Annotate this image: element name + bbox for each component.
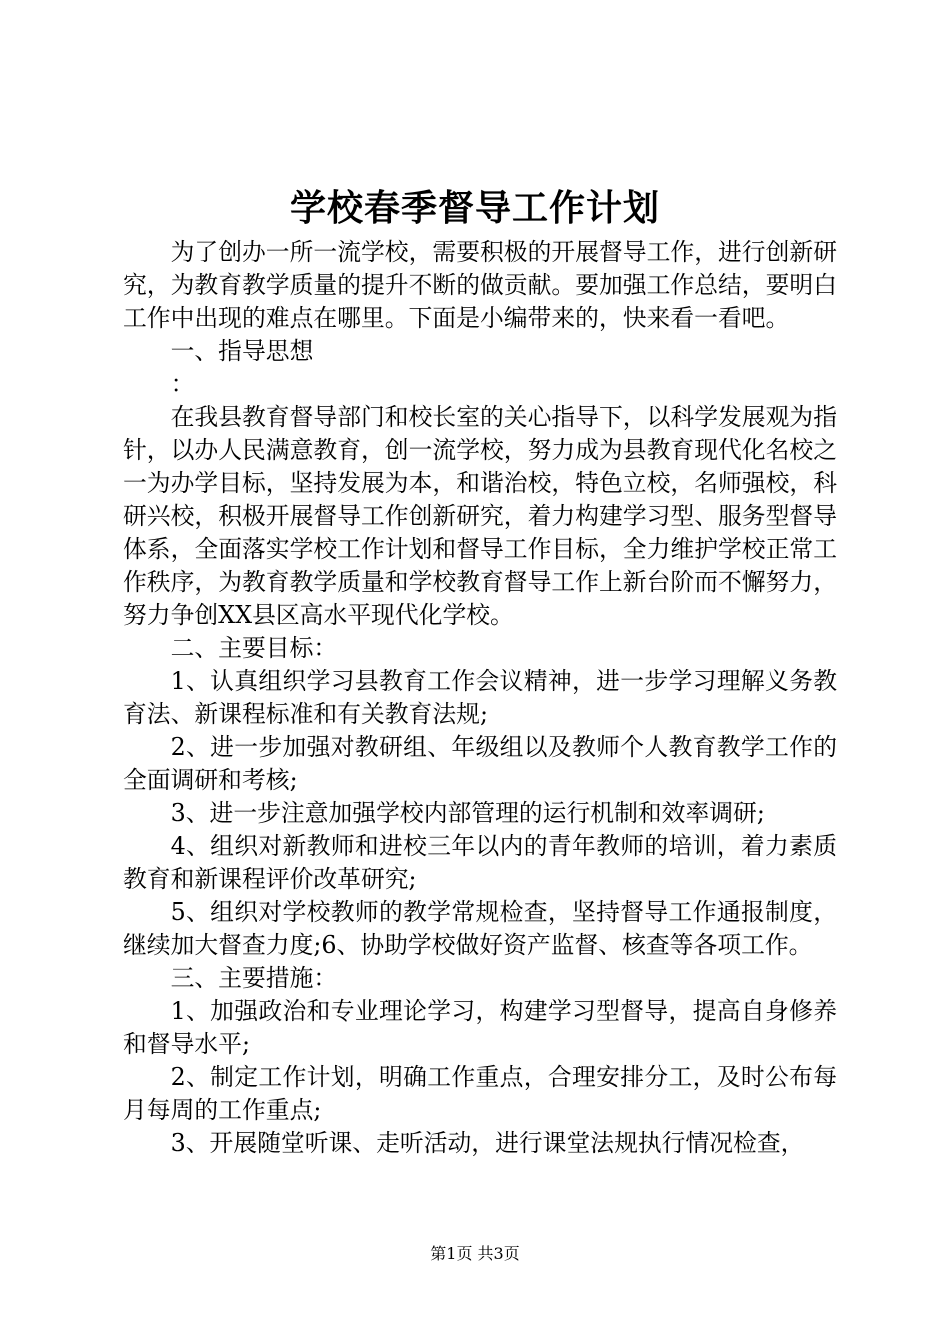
measure-item-3: 3、开展随堂听课、走听活动，进行课堂法规执行情况检查，: [170, 1129, 805, 1157]
colon-line: ：: [170, 370, 195, 398]
measure-item-1: 1、加强政治和专业理论学习，构建学习型督导，提高自身修养和督导水平;: [123, 997, 837, 1058]
page-footer: 第1页 共3页: [430, 1244, 520, 1263]
goal-item-5-6: 5、组织对学校教师的教学常规检查，坚持督导工作通报制度，继续加大督查力度;6、协助学校做好资产监督、核查等各项工作。: [123, 898, 837, 959]
section-heading-main-measures: 三、主要措施：: [170, 964, 338, 992]
document-title: 学校春季督导工作计划: [289, 187, 660, 229]
goal-item-2: 2、进一步加强对教研组、年级组以及教师个人教育教学工作的全面调研和考核;: [123, 733, 837, 794]
goal-item-1: 1、认真组织学习县教育工作会议精神，进一步学习理解义务教育法、新课程标准和有关教育法规;: [123, 667, 837, 728]
goal-item-3: 3、进一步注意加强学校内部管理的运行机制和效率调研;: [170, 799, 765, 827]
goal-item-4: 4、组织对新教师和进校三年以内的青年教师的培训，着力素质教育和新课程评价改革研究;: [123, 832, 837, 893]
intro-paragraph: 为了创办一所一流学校，需要积极的开展督导工作，进行创新研究，为教育教学质量的提升不断的做贡献。要加强工作总结，要明白工作中出现的难点在哪里。下面是小编带来的，快来看一看吧。: [123, 238, 837, 332]
section-heading-guiding-ideology: 一、指导思想: [170, 337, 314, 365]
measure-item-2: 2、制定工作计划，明确工作重点，合理安排分工，及时公布每月每周的工作重点;: [123, 1063, 837, 1124]
section-heading-main-goals: 二、主要目标：: [170, 634, 338, 662]
document-body: [123, 236, 837, 1160]
guiding-ideology-paragraph: 在我县教育督导部门和校长室的关心指导下，以科学发展观为指针，以办人民满意教育，创一流学校，努力成为县教育现代化名校之一为办学目标，坚持发展为本，和谐治校，特色立校，名师强校，科研兴校，积极开展督导工作创新研究，着力构建学习型、服务型督导体系，全面落实学校工作计划和督导工作目标，全力维护学校正常工作秩序，为教育教学质量和学校教育督导工作上新台阶而不懈努力，努力争创XX县区高水平现代化学校。: [123, 403, 837, 629]
